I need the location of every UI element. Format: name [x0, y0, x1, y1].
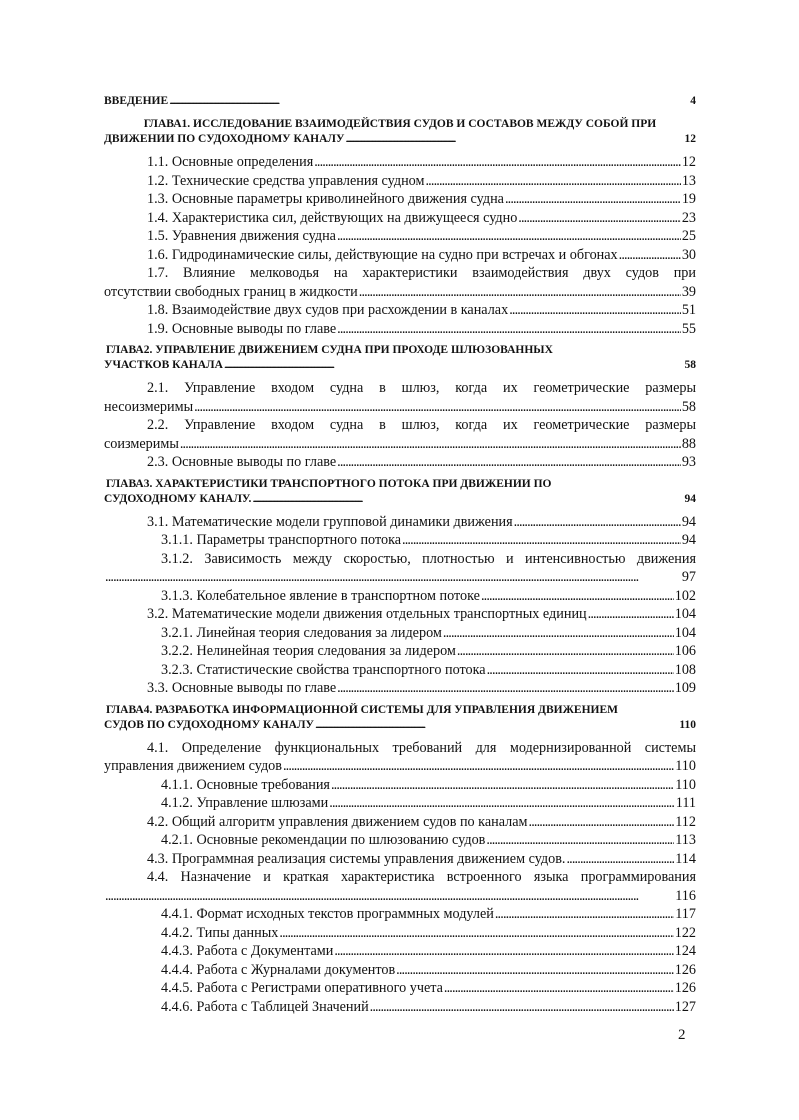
- toc-entry: [104, 642, 696, 661]
- chapter-page: 110: [679, 718, 696, 731]
- chapter-title: ГЛАВА2. УПРАВЛЕНИЕ ДВИЖЕНИЕМ СУДНА ПРИ ПРОХОДЕ ШЛЮЗОВАННЫХ: [106, 344, 553, 356]
- entry-page: 114: [675, 850, 696, 867]
- intro-entry: [104, 94, 696, 109]
- entry-title: 4.3. Программная реализация системы управления движением судов.: [147, 850, 566, 867]
- entry-title: 4.2.1. Основные рекомендации по шлюзованию судов: [161, 832, 486, 848]
- toc-entry: [104, 979, 696, 998]
- entry-page: 108: [674, 661, 696, 678]
- chapter-page: 58: [684, 359, 696, 371]
- dot-leader: [337, 679, 674, 698]
- chapter-page: 12: [684, 133, 696, 145]
- chapter-title-cont: СУДОХОДНОМУ КАНАЛУ.: [104, 492, 252, 505]
- entry-page: 94: [681, 532, 696, 548]
- dot-leader: [105, 887, 674, 906]
- entry-page: 102: [674, 587, 696, 604]
- dot-leader: [425, 172, 680, 191]
- toc-entry: [104, 998, 696, 1017]
- entry-page: 126: [674, 980, 696, 996]
- entry-title: 1.3. Основные параметры криволинейного движения судна: [147, 191, 504, 207]
- entry-page: 19: [681, 191, 696, 207]
- dot-leader: [518, 209, 681, 228]
- toc-entry: [104, 961, 696, 980]
- dot-leader: [314, 153, 681, 172]
- chapter-2-heading: [104, 343, 696, 373]
- entry-page: 117: [675, 906, 696, 922]
- entry-page: 127: [674, 998, 696, 1015]
- dot-leader: [180, 435, 681, 454]
- toc-entry: [104, 757, 696, 776]
- dot-leader: [359, 283, 681, 302]
- toc-entry: [104, 924, 696, 943]
- dot-leader: [529, 813, 675, 832]
- toc-entry-line1: 4.1. Определение функциональных требований для модернизированной системы: [147, 739, 696, 756]
- entry-title: 3.2.1. Линейная теория следования за лидером: [161, 624, 442, 641]
- toc-entry-line1: 4.4. Назначение и краткая характеристика встроенного языка программирования: [147, 869, 696, 885]
- dot-leader: [505, 190, 681, 209]
- entry-title: 3.1.1. Параметры транспортного потока: [161, 532, 402, 548]
- toc-entry: [104, 153, 696, 172]
- dot-leader: [444, 979, 674, 998]
- dot-leader: [619, 246, 681, 265]
- toc-entry: [104, 776, 696, 795]
- entry-title: 1.5. Уравнения движения судна: [147, 228, 336, 244]
- toc-entry: [104, 227, 696, 246]
- toc-entry: [104, 190, 696, 209]
- dot-leader: [443, 624, 674, 643]
- toc-entry: [104, 905, 696, 924]
- dot-leader: [334, 942, 673, 961]
- dot-leader: [396, 961, 674, 980]
- entry-page: 122: [674, 924, 696, 941]
- entry-title: 4.4.4. Работа с Журналами документов: [161, 961, 396, 978]
- toc-entry: [104, 453, 696, 472]
- dot-leader: [345, 132, 683, 147]
- toc-entry: [104, 794, 696, 813]
- entry-title: 1.4. Характеристика сил, действующих на движущееся судно: [147, 209, 518, 226]
- dot-leader: [224, 358, 684, 373]
- entry-page: 12: [681, 154, 696, 170]
- dot-leader: [588, 605, 674, 624]
- chapter-title: ГЛАВА1. ИССЛЕДОВАНИЕ ВЗАИМОДЕЙСТВИЯ СУДОВ И СОСТАВОВ МЕЖДУ СОБОЙ ПРИ: [143, 118, 657, 130]
- entry-title: 3.1.3. Колебательное явление в транспортном потоке: [161, 587, 480, 604]
- toc-entry: [104, 531, 696, 550]
- entry-page: 113: [675, 832, 696, 848]
- toc-entry: [104, 172, 696, 191]
- toc-entry: [104, 301, 696, 320]
- chapter-title: ГЛАВА3. ХАРАКТЕРИСТИКИ ТРАНСПОРТНОГО ПОТОКА ПРИ ДВИЖЕНИИ ПО: [106, 477, 552, 490]
- toc-entry: [104, 209, 696, 228]
- toc-entry: [104, 679, 696, 698]
- entry-page: 25: [681, 228, 696, 244]
- toc-entry: [104, 320, 696, 339]
- toc-entry: [104, 831, 696, 850]
- entry-page: 88: [681, 435, 696, 452]
- toc-entry: [104, 435, 696, 454]
- entry-title: 3.2.3. Статистические свойства транспортного потока: [161, 661, 486, 678]
- toc-entry: [104, 513, 696, 532]
- intro-title: ВВЕДЕНИЕ: [104, 95, 169, 107]
- entry-title: 1.2. Технические средства управления судном: [147, 172, 425, 189]
- entry-title: 4.4.2. Типы данных: [161, 924, 279, 941]
- toc-entry: [104, 887, 696, 906]
- entry-page: 124: [674, 943, 696, 959]
- entry-page: 93: [681, 454, 696, 470]
- entry-page: 94: [681, 513, 696, 530]
- toc-entry-line1: 3.1.2. Зависимость между скоростью, плотностью и интенсивностью движения: [161, 550, 696, 567]
- entry-page: 109: [674, 680, 696, 696]
- dot-leader: [370, 998, 674, 1017]
- entry-title: 4.1.1. Основные требования: [161, 776, 330, 793]
- entry-page: 58: [681, 398, 696, 415]
- toc-entry: [104, 283, 696, 302]
- toc-entry: [104, 942, 696, 961]
- entry-title: 3.2. Математические модели движения отдельных транспортных единиц: [147, 606, 587, 622]
- dot-leader: [337, 320, 681, 339]
- chapter-1-heading: [104, 117, 696, 147]
- entry-page: 116: [675, 887, 696, 904]
- dot-leader: [337, 227, 681, 246]
- entry-page: 30: [681, 246, 696, 263]
- entry-page: 106: [674, 643, 696, 659]
- toc-entry: [104, 246, 696, 265]
- entry-page: 104: [674, 624, 696, 641]
- toc-entry: [104, 813, 696, 832]
- toc-entry: [104, 568, 696, 587]
- entry-title: 1.8. Взаимодействие двух судов при расхождении в каналах: [147, 302, 509, 318]
- table-of-contents: [104, 94, 696, 1016]
- chapter-title: ГЛАВА4. РАЗРАБОТКА ИНФОРМАЦИОННОЙ СИСТЕМЫ ДЛЯ УПРАВЛЕНИЯ ДВИЖЕНИЕМ: [106, 703, 619, 716]
- chapter-page: 94: [684, 492, 696, 505]
- page-number: 2: [678, 1027, 686, 1043]
- dot-leader: [279, 924, 673, 943]
- dot-leader: [402, 531, 681, 550]
- toc-entry: [104, 587, 696, 606]
- entry-title: 4.4.1. Формат исходных текстов программных модулей: [161, 906, 494, 922]
- toc-entry: [104, 850, 696, 869]
- dot-leader: [481, 587, 674, 606]
- entry-title: соизмеримы: [104, 435, 179, 452]
- entry-title: 3.1. Математические модели групповой динамики движения: [147, 513, 513, 530]
- entry-title: 4.4.5. Работа с Регистрами оперативного учета: [161, 980, 443, 996]
- dot-leader: [495, 905, 674, 924]
- dot-leader: [105, 568, 681, 587]
- toc-entry: [104, 605, 696, 624]
- entry-page: 110: [675, 758, 696, 774]
- entry-title: 3.2.2. Нелинейная теория следования за лидером: [161, 643, 456, 659]
- toc-entry-line1: 1.7. Влияние мелководья на характеристики взаимодействия двух судов при: [147, 265, 696, 281]
- entry-page: 39: [681, 283, 696, 300]
- entry-page: 13: [681, 172, 696, 189]
- entry-title: управления движением судов: [104, 758, 282, 774]
- dot-leader: [486, 831, 674, 850]
- entry-title: 1.9. Основные выводы по главе: [147, 320, 337, 337]
- toc-entry-line1: 2.1. Управление входом судна в шлюз, когда их геометрические размеры: [147, 380, 696, 396]
- dot-leader: [194, 398, 681, 417]
- chapter-title-cont: СУДОВ ПО СУДОХОДНОМУ КАНАЛУ: [104, 718, 314, 731]
- entry-page: 110: [675, 776, 696, 793]
- dot-leader: [315, 718, 678, 733]
- toc-entry-line1: 2.2. Управление входом судна в шлюз, когда их геометрические размеры: [147, 417, 696, 433]
- dot-leader: [169, 94, 689, 109]
- entry-page: 104: [674, 606, 696, 622]
- entry-title: отсутствии свободных границ в жидкости: [104, 283, 358, 300]
- entry-title: 1.6. Гидродинамические силы, действующие на судно при встречах и обгонах: [147, 246, 618, 263]
- dot-leader: [337, 453, 681, 472]
- dot-leader: [283, 757, 674, 776]
- toc-entry: [104, 398, 696, 417]
- entry-title: 4.4.6. Работа с Таблицей Значений: [161, 998, 369, 1015]
- entry-title: 4.1.2. Управление шлюзами: [161, 795, 329, 811]
- toc-entry: [104, 624, 696, 643]
- dot-leader: [329, 794, 675, 813]
- entry-page: 112: [675, 813, 696, 830]
- entry-page: 126: [674, 961, 696, 978]
- entry-page: 23: [681, 209, 696, 226]
- chapter-3-heading: [104, 477, 696, 507]
- dot-leader: [514, 513, 681, 532]
- dot-leader: [487, 661, 674, 680]
- dot-leader: [457, 642, 674, 661]
- chapter-title-cont: УЧАСТКОВ КАНАЛА: [104, 359, 223, 371]
- chapter-4-heading: [104, 703, 696, 733]
- entry-title: 4.4.3. Работа с Документами: [161, 943, 334, 959]
- entry-title: 1.1. Основные определения: [147, 154, 314, 170]
- chapter-title-cont: ДВИЖЕНИИ ПО СУДОХОДНОМУ КАНАЛУ: [104, 133, 345, 145]
- entry-page: 97: [681, 569, 696, 585]
- entry-page: 51: [681, 302, 696, 318]
- entry-title: несоизмеримы: [104, 398, 194, 415]
- entry-title: 4.2. Общий алгоритм управления движением судов по каналам: [147, 813, 528, 830]
- dot-leader: [252, 492, 683, 507]
- dot-leader: [566, 850, 674, 869]
- entry-title: 3.3. Основные выводы по главе: [147, 680, 337, 696]
- entry-title: 2.3. Основные выводы по главе: [147, 454, 337, 470]
- toc-entry: [104, 661, 696, 680]
- dot-leader: [509, 301, 681, 320]
- entry-page: 111: [675, 795, 696, 811]
- dot-leader: [331, 776, 674, 795]
- intro-page: 4: [690, 95, 696, 107]
- entry-page: 55: [681, 320, 696, 337]
